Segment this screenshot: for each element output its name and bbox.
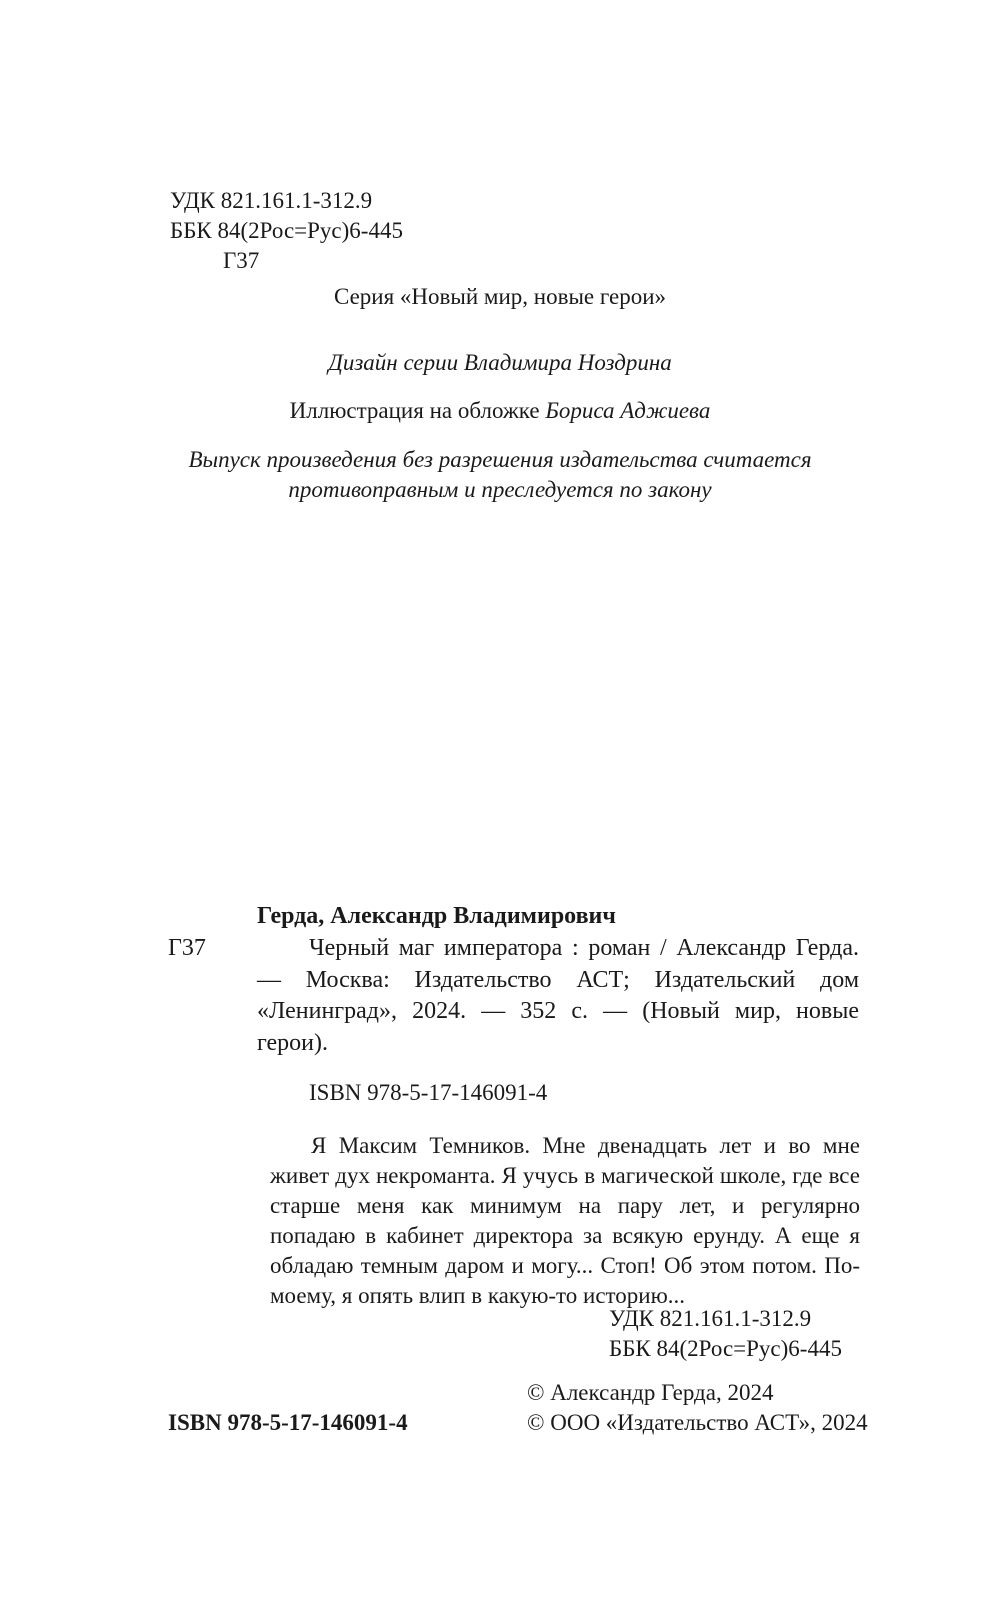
card-author-sign: Г37 [168, 935, 206, 961]
copyright-warning [0, 445, 1000, 505]
copyright-author: © Александр Герда, 2024 [527, 1380, 774, 1405]
author-sign-top: Г37 [223, 248, 260, 273]
card-isbn: ISBN 978-5-17-146091-4 [309, 1080, 548, 1105]
illustrator-name: Бориса Аджиева [545, 398, 711, 423]
bbk-code-top: ББК 84(2Рос=Рус)6-445 [170, 218, 403, 243]
series-title: Серия «Новый мир, новые герои» [333, 284, 667, 309]
series-design-credit: Дизайн серии Владимира Ноздрина [328, 350, 672, 375]
card-bibliographic-description: Черный маг императора : роман / Александр Герда. — Москва: Издательство АСТ; Издательский дом «Ленинград», 2024. — 352 с. — (Новый мир, новые герои). [257, 935, 859, 1056]
card-bbk-code: ББК 84(2Рос=Рус)6-445 [609, 1336, 842, 1361]
copyright-publisher: © ООО «Издательство АСТ», 2024 [527, 1410, 868, 1435]
card-udk-code: УДК 821.161.1-312.9 [609, 1306, 812, 1331]
illustration-prefix: Иллюстрация на обложке [289, 398, 546, 423]
card-author-heading: Герда, Александр Владимирович [257, 903, 616, 929]
udk-code-top: УДК 821.161.1-312.9 [170, 188, 373, 213]
warning-line-1: Выпуск произведения без разрешения издательства считается [188, 447, 812, 472]
warning-line-2: противоправным и преследуется по закону [288, 476, 712, 502]
card-annotation: Я Максим Темников. Мне двенадцать лет и во мне живет дух некроманта. Я учусь в магической школе, где все старше меня как минимум на пару лет, и регулярно попадаю в кабинет директора за всякую ерунду. А еще я обладаю темным даром и могу... Стоп! Об этом потом. По-моему, я опять влип в какую-то историю... [270, 1133, 860, 1308]
isbn-bottom: ISBN 978-5-17-146091-4 [168, 1410, 408, 1435]
cover-illustration-credit [0, 396, 1000, 426]
